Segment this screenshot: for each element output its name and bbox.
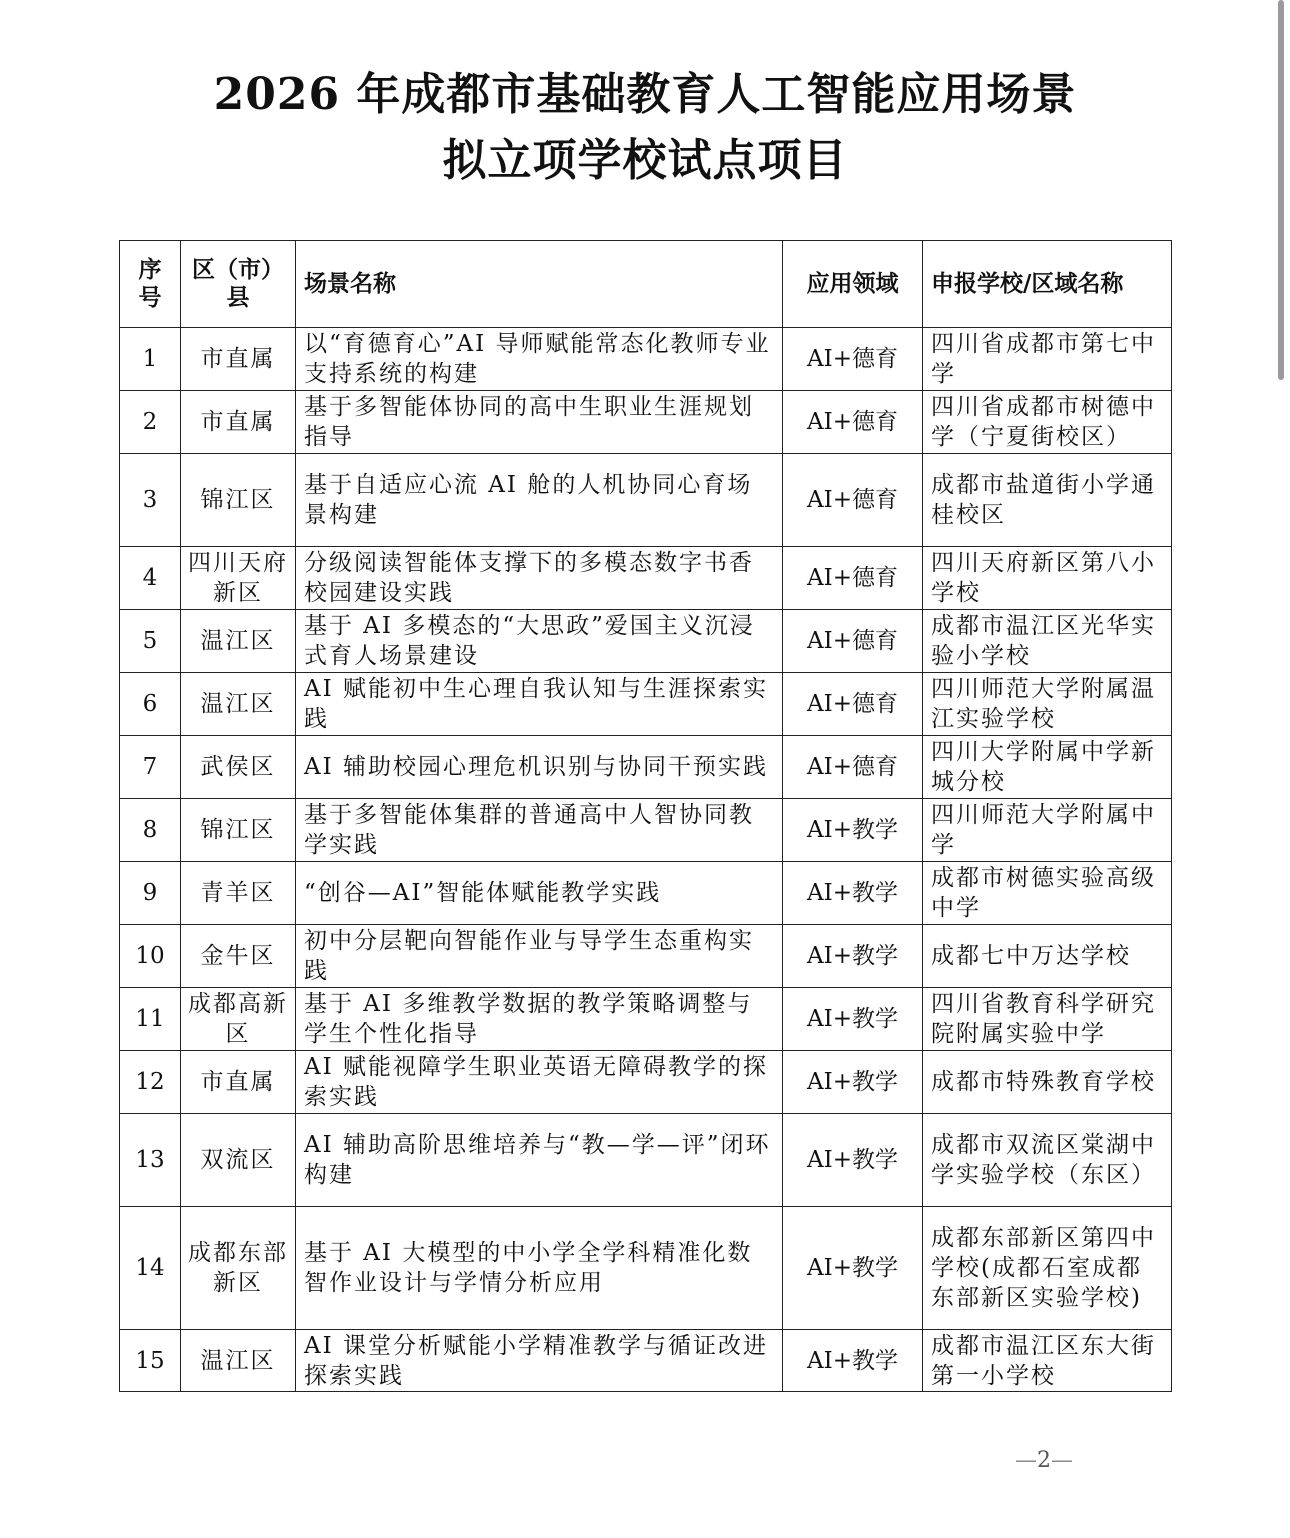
cell-district: 市直属 bbox=[181, 1051, 296, 1114]
cell-field: AI+德育 bbox=[783, 610, 923, 673]
cell-scene: 分级阅读智能体支撑下的多模态数字书香校园建设实践 bbox=[296, 547, 783, 610]
cell-scene: 以“育德育心”AI 导师赋能常态化教师专业支持系统的构建 bbox=[296, 328, 783, 391]
cell-scene: AI 赋能视障学生职业英语无障碍教学的探索实践 bbox=[296, 1051, 783, 1114]
cell-school: 成都七中万达学校 bbox=[923, 925, 1172, 988]
table-row bbox=[120, 454, 1172, 547]
cell-school: 成都市盐道街小学通桂校区 bbox=[923, 454, 1172, 547]
cell-field: AI+德育 bbox=[783, 547, 923, 610]
cell-field: AI+教学 bbox=[783, 1114, 923, 1207]
cell-school: 四川省成都市第七中学 bbox=[923, 328, 1172, 391]
cell-field: AI+德育 bbox=[783, 736, 923, 799]
cell-index: 9 bbox=[120, 862, 181, 925]
cell-field: AI+德育 bbox=[783, 391, 923, 454]
cell-index: 4 bbox=[120, 547, 181, 610]
cell-district: 四川天府新区 bbox=[181, 547, 296, 610]
table-row bbox=[120, 862, 1172, 925]
header-district: 区（市）县 bbox=[181, 241, 296, 328]
table-row bbox=[120, 1051, 1172, 1114]
cell-scene: AI 辅助高阶思维培养与“教—学—评”闭环构建 bbox=[296, 1114, 783, 1207]
cell-index: 1 bbox=[120, 328, 181, 391]
cell-index: 3 bbox=[120, 454, 181, 547]
scrollbar-thumb[interactable] bbox=[1278, 0, 1284, 380]
cell-district: 武侯区 bbox=[181, 736, 296, 799]
project-table bbox=[119, 240, 1172, 1392]
cell-scene: 基于 AI 大模型的中小学全学科精准化数智作业设计与学情分析应用 bbox=[296, 1207, 783, 1330]
cell-index: 6 bbox=[120, 673, 181, 736]
table-row bbox=[120, 925, 1172, 988]
table-row bbox=[120, 736, 1172, 799]
header-field: 应用领域 bbox=[783, 241, 923, 328]
cell-field: AI+教学 bbox=[783, 925, 923, 988]
cell-index: 14 bbox=[120, 1207, 181, 1330]
cell-school: 四川省成都市树德中学（宁夏街校区） bbox=[923, 391, 1172, 454]
document-title-line1: 2026 年成都市基础教育人工智能应用场景 bbox=[213, 69, 1077, 120]
cell-field: AI+教学 bbox=[783, 799, 923, 862]
cell-district: 锦江区 bbox=[181, 799, 296, 862]
cell-district: 成都高新区 bbox=[181, 988, 296, 1051]
cell-district: 市直属 bbox=[181, 391, 296, 454]
cell-field: AI+教学 bbox=[783, 1051, 923, 1114]
cell-index: 15 bbox=[120, 1330, 181, 1392]
cell-scene: AI 赋能初中生心理自我认知与生涯探索实践 bbox=[296, 673, 783, 736]
table-row bbox=[120, 1207, 1172, 1330]
table-row bbox=[120, 673, 1172, 736]
table-row bbox=[120, 547, 1172, 610]
cell-index: 10 bbox=[120, 925, 181, 988]
table-row bbox=[120, 1114, 1172, 1207]
cell-district: 温江区 bbox=[181, 1330, 296, 1392]
header-school: 申报学校/区域名称 bbox=[923, 241, 1172, 328]
table-header-row bbox=[120, 241, 1172, 328]
cell-scene: 初中分层靶向智能作业与导学生态重构实践 bbox=[296, 925, 783, 988]
cell-scene: 基于多智能体集群的普通高中人智协同教学实践 bbox=[296, 799, 783, 862]
header-scene: 场景名称 bbox=[296, 241, 783, 328]
cell-scene: 基于 AI 多维教学数据的教学策略调整与学生个性化指导 bbox=[296, 988, 783, 1051]
cell-index: 13 bbox=[120, 1114, 181, 1207]
cell-field: AI+教学 bbox=[783, 862, 923, 925]
cell-index: 11 bbox=[120, 988, 181, 1051]
cell-school: 成都市温江区东大街第一小学校 bbox=[923, 1330, 1172, 1392]
cell-district: 市直属 bbox=[181, 328, 296, 391]
table-row bbox=[120, 1330, 1172, 1392]
cell-index: 5 bbox=[120, 610, 181, 673]
cell-field: AI+德育 bbox=[783, 454, 923, 547]
cell-scene: 基于多智能体协同的高中生职业生涯规划指导 bbox=[296, 391, 783, 454]
document-title-line2: 拟立项学校试点项目 bbox=[442, 135, 848, 186]
cell-scene: “创谷—AI”智能体赋能教学实践 bbox=[296, 862, 783, 925]
cell-scene: 基于自适应心流 AI 舱的人机协同心育场景构建 bbox=[296, 454, 783, 547]
header-index: 序号 bbox=[120, 241, 181, 328]
cell-district: 成都东部新区 bbox=[181, 1207, 296, 1330]
cell-district: 双流区 bbox=[181, 1114, 296, 1207]
cell-school: 成都市双流区棠湖中学实验学校（东区） bbox=[923, 1114, 1172, 1207]
cell-field: AI+教学 bbox=[783, 1207, 923, 1330]
cell-district: 金牛区 bbox=[181, 925, 296, 988]
cell-school: 四川大学附属中学新城分校 bbox=[923, 736, 1172, 799]
cell-field: AI+德育 bbox=[783, 328, 923, 391]
table-row bbox=[120, 610, 1172, 673]
cell-school: 成都市树德实验高级中学 bbox=[923, 862, 1172, 925]
cell-school: 成都东部新区第四中学校(成都石室成都东部新区实验学校) bbox=[923, 1207, 1172, 1330]
cell-scene: AI 课堂分析赋能小学精准教学与循证改进探索实践 bbox=[296, 1330, 783, 1392]
table-body bbox=[120, 328, 1172, 1392]
table-row bbox=[120, 988, 1172, 1051]
cell-scene: 基于 AI 多模态的“大思政”爱国主义沉浸式育人场景建设 bbox=[296, 610, 783, 673]
table-row bbox=[120, 328, 1172, 391]
cell-index: 2 bbox=[120, 391, 181, 454]
cell-district: 温江区 bbox=[181, 673, 296, 736]
cell-school: 四川师范大学附属中学 bbox=[923, 799, 1172, 862]
table-row bbox=[120, 391, 1172, 454]
cell-school: 四川师范大学附属温江实验学校 bbox=[923, 673, 1172, 736]
cell-index: 12 bbox=[120, 1051, 181, 1114]
cell-index: 7 bbox=[120, 736, 181, 799]
cell-district: 温江区 bbox=[181, 610, 296, 673]
cell-school: 成都市特殊教育学校 bbox=[923, 1051, 1172, 1114]
cell-district: 青羊区 bbox=[181, 862, 296, 925]
page-dash-right: — bbox=[1051, 1448, 1073, 1473]
cell-school: 四川省教育科学研究院附属实验中学 bbox=[923, 988, 1172, 1051]
cell-field: AI+德育 bbox=[783, 673, 923, 736]
cell-school: 四川天府新区第八小学校 bbox=[923, 547, 1172, 610]
page-dash-left: — bbox=[1015, 1448, 1037, 1473]
cell-field: AI+教学 bbox=[783, 1330, 923, 1392]
page-number-value: 2 bbox=[1037, 1448, 1051, 1473]
table-row bbox=[120, 799, 1172, 862]
cell-index: 8 bbox=[120, 799, 181, 862]
cell-scene: AI 辅助校园心理危机识别与协同干预实践 bbox=[296, 736, 783, 799]
cell-district: 锦江区 bbox=[181, 454, 296, 547]
cell-field: AI+教学 bbox=[783, 988, 923, 1051]
cell-school: 成都市温江区光华实验小学校 bbox=[923, 610, 1172, 673]
page-number bbox=[1015, 1448, 1073, 1473]
